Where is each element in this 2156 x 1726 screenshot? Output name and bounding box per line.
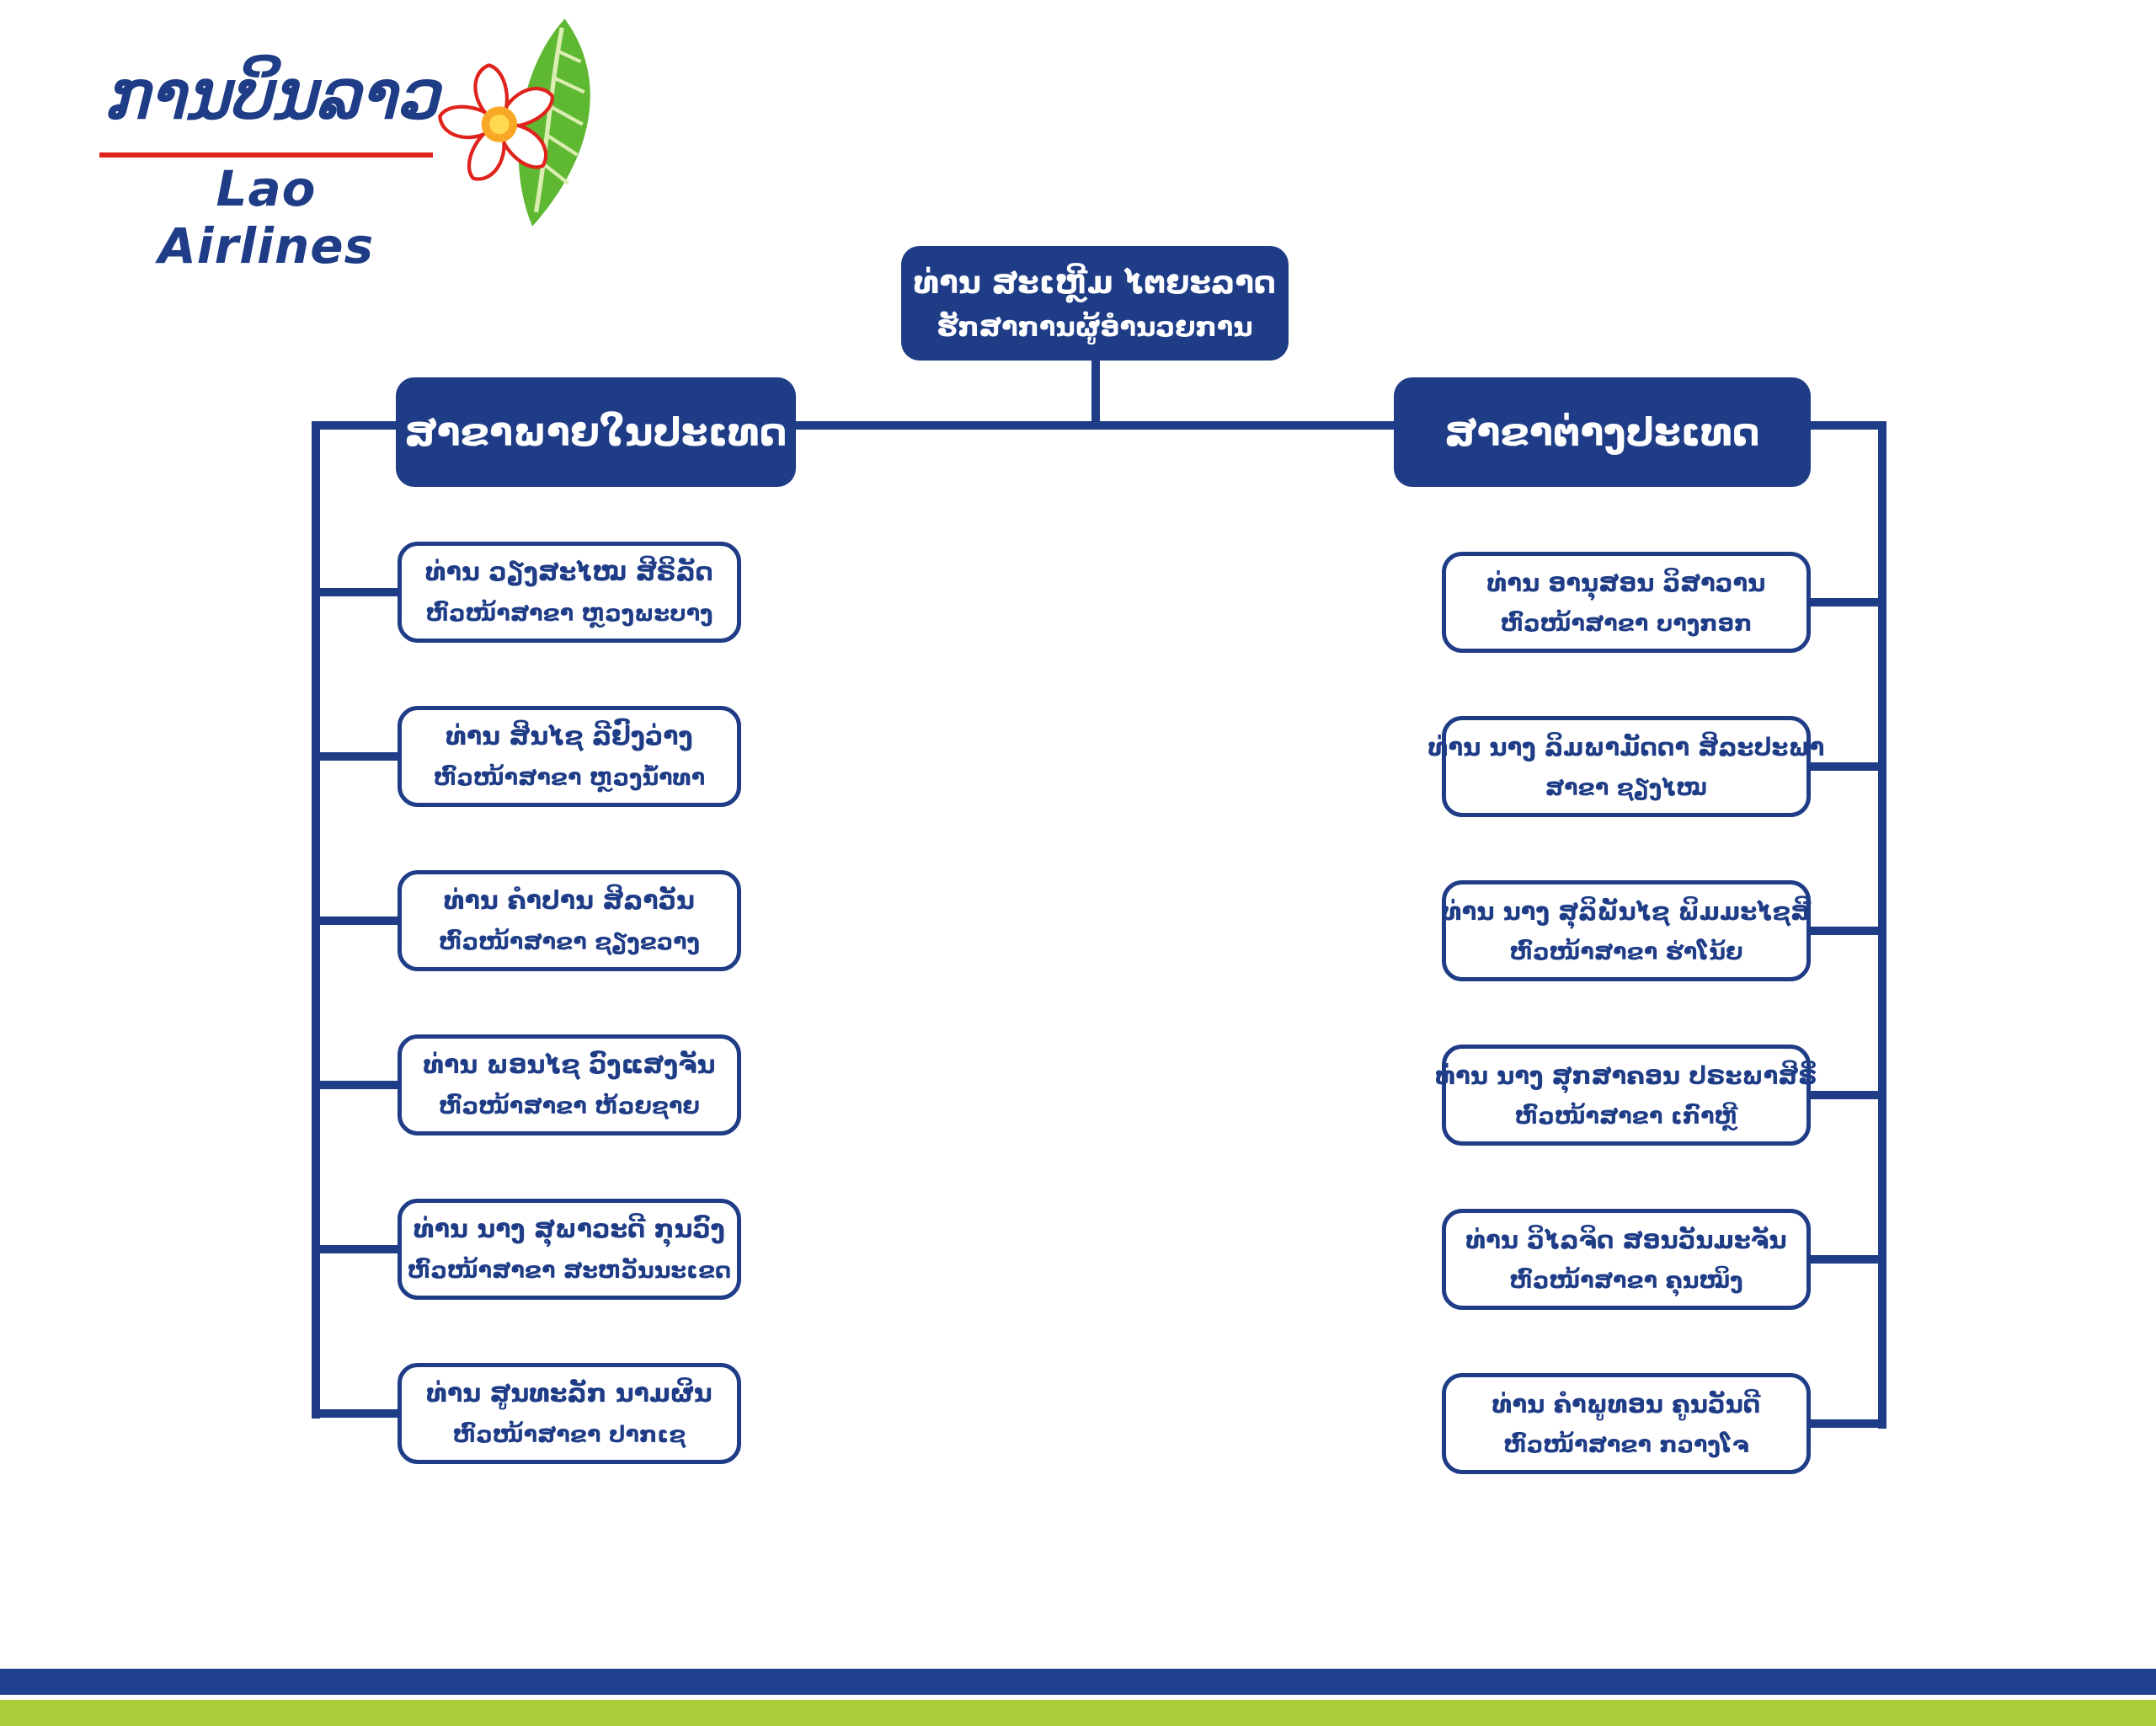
member-title: ຫົວໜ້າສາຂາ ຫຼວງພະບາງ (425, 601, 713, 627)
org-node-domestic-2 (398, 706, 741, 807)
org-node-international-4 (1435, 1045, 1817, 1146)
org-node-director (901, 246, 1289, 361)
connector-left-stub (315, 1409, 403, 1418)
connector-right-trunk (1878, 421, 1886, 1429)
org-node-international-1 (1442, 552, 1811, 653)
member-title: ຫົວໜ້າສາຂາ ຫຼວງນໍ້າທາ (433, 765, 706, 791)
member-title: ຫົວໜ້າສາຂາ ຄຸນໝິງ (1509, 1267, 1743, 1294)
footer-green-bar (0, 1700, 2156, 1726)
branch-header-domestic: ສາຂາພາຍໃນປະເທດ (396, 377, 796, 487)
org-node-domestic-1 (398, 542, 741, 643)
member-name: ທ່ານ ສິນໄຊ ລີຢົງວ່າງ (446, 722, 693, 751)
connector-left-stub (315, 1245, 403, 1253)
connector-right-stub (1806, 1091, 1883, 1099)
connector-right-stub (1806, 1419, 1883, 1428)
org-node-domestic-3 (398, 870, 741, 971)
member-name: ທ່ານ ອານຸສອນ ວິສາວານ (1486, 568, 1766, 597)
logo-lao-wordmark: ການບິນລາວ (104, 55, 439, 134)
member-name: ທ່ານ ສູນທະລັກ ນາມຜິນ (426, 1379, 712, 1408)
director-name: ທ່ານ ສະເຫຼີມ ໄຕຍະລາດ (913, 264, 1277, 301)
org-node-international-6 (1442, 1373, 1811, 1474)
connector-left-stub (315, 752, 403, 761)
member-name: ທ່ານ ນາງ ສຸກສາຄອນ ປຣະພາສິຣິ (1435, 1061, 1817, 1090)
logo-english-wordmark: Lao Airlines (157, 160, 375, 275)
member-title: ຫົວໜ້າສາຂາ ຫ້ວຍຊາຍ (439, 1093, 700, 1119)
member-name: ທ່ານ ວິໄລຈິດ ສອນວັນມະຈັນ (1465, 1225, 1787, 1254)
connector-right-stub (1806, 762, 1883, 771)
org-node-domestic-5 (398, 1199, 741, 1300)
connector-right-stub (1806, 1255, 1883, 1264)
org-node-international-3 (1442, 880, 1811, 981)
member-name: ທ່ານ ຄຳປານ ສິລາວັນ (444, 886, 695, 916)
member-title: ຫົວໜ້າສາຂາ ບາງກອກ (1500, 610, 1753, 637)
org-node-international-2 (1428, 716, 1825, 817)
member-name: ທ່ານ ວຽງສະໄໝ ສີຣິລັດ (425, 558, 713, 587)
connector-right-stub (1806, 927, 1883, 935)
director-title: ຮັກສາການຜູ້ອຳນວຍການ (937, 310, 1253, 343)
member-title: ຫົວໜ້າສາຂາ ເກົາຫຼີ (1514, 1103, 1738, 1130)
org-node-international-5 (1442, 1209, 1811, 1310)
member-title: ສາຂາ ຊຽງໄໝ (1545, 774, 1708, 801)
branch-header-international: ສາຂາຕ່າງປະເທດ (1394, 377, 1811, 487)
member-name: ທ່ານ ນາງ ສຸພາວະດີ ກຸນວົງ (414, 1215, 725, 1244)
connector-root-stub (1091, 354, 1100, 430)
member-title: ຫົວໜ້າສາຂາ ປາກເຊ (452, 1422, 686, 1448)
member-name: ທ່ານ ພອນໄຊ ວົງແສງຈັນ (423, 1050, 716, 1080)
logo-underline (99, 152, 433, 158)
org-node-domestic-6 (398, 1363, 741, 1464)
connector-left-stub (315, 916, 403, 925)
connector-left-stub (315, 588, 403, 596)
frangipani-flower-icon (414, 15, 629, 233)
member-title: ຫົວໜ້າສາຂາ ສະຫວັນນະເຂດ (407, 1258, 732, 1284)
member-title: ຫົວໜ້າສາຂາ ຊຽງຂວາງ (438, 929, 700, 955)
member-name: ທ່ານ ນາງ ສຸລິພັນໄຊ ພິມມະໄຊສີ (1441, 896, 1812, 926)
member-title: ຫົວໜ້າສາຂາ ກວາງໂຈ (1503, 1431, 1749, 1458)
member-name: ທ່ານ ນາງ ລິມພາມັດດາ ສິລະປະພາ (1428, 732, 1825, 761)
connector-left-stub (315, 1081, 403, 1089)
org-node-domestic-4 (398, 1034, 741, 1136)
member-name: ທ່ານ ຄຳພູທອນ ຄູນວັນດີ (1492, 1389, 1761, 1419)
connector-right-stub (1806, 598, 1883, 607)
footer-navy-bar (0, 1669, 2156, 1695)
member-title: ຫົວໜ້າສາຂາ ຮ່າໂນ້ຍ (1509, 938, 1743, 965)
